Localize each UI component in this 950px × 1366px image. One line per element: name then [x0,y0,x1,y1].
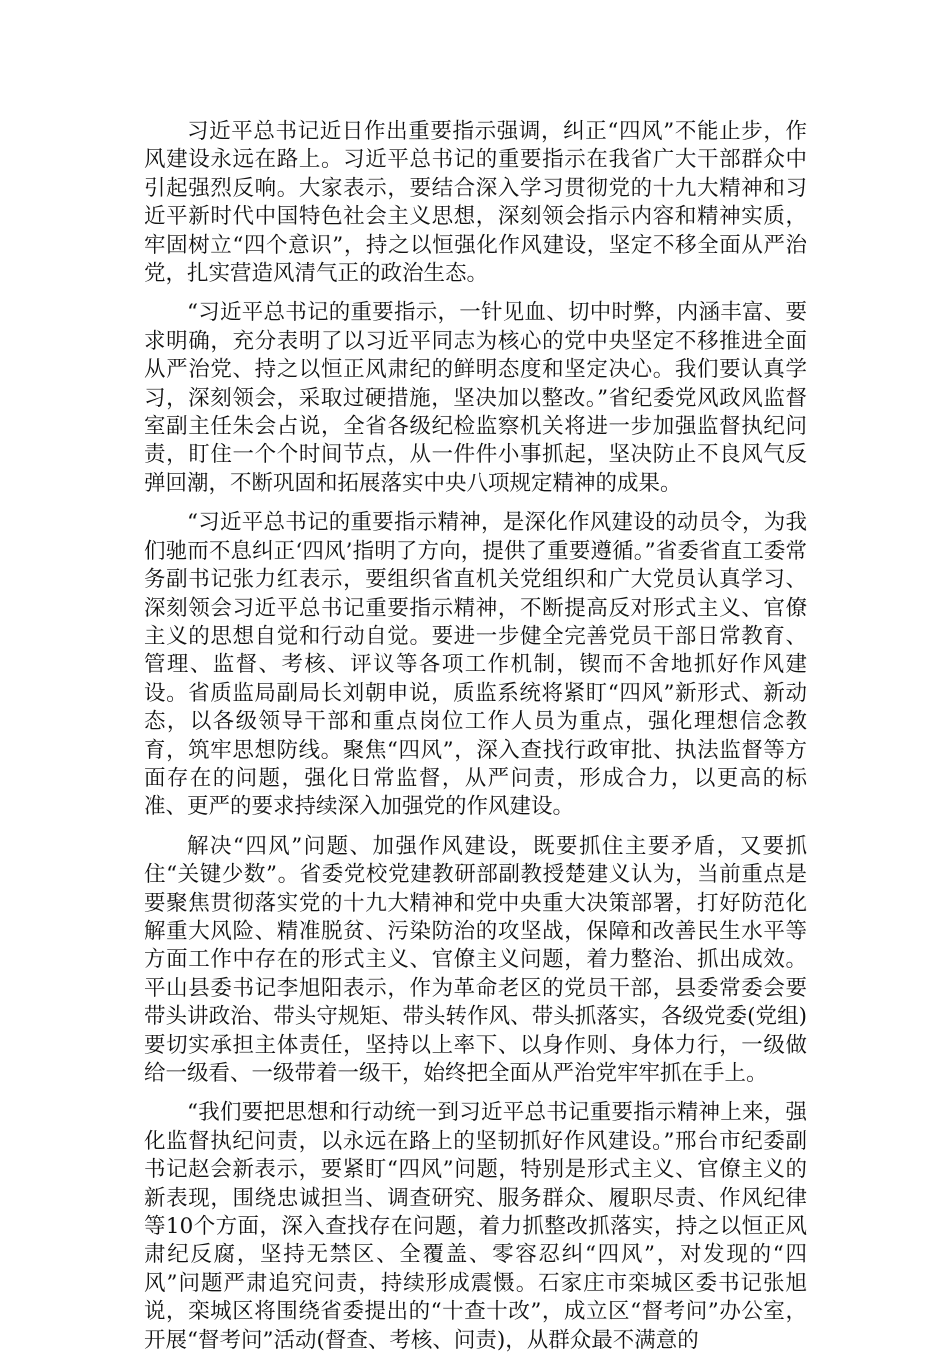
document-body [144,118,807,1366]
paragraph-2: “习近平总书记的重要指示，一针见血、切中时弊，内涵丰富、要求明确，充分表明了以习近平同志为核心的党中央坚定不移推进全面从严治党、持之以恒正风肃纪的鲜明态度和坚定决心。我们要认真学习，深刻领会，采取过硬措施，坚决加以整改。”省纪委党风政风监督室副主任朱会占说，全省各级纪检监察机关将进一步加强监督执纪问责，盯住一个个时间节点，从一件件小事抓起，坚决防止不良风气反弹回潮，不断巩固和拓展落实中央八项规定精神的成果。 [144,300,807,496]
paragraph-5: “我们要把思想和行动统一到习近平总书记重要指示精神上来，强化监督执纪问责，以永远在路上的坚韧抓好作风建设。”邢台市纪委副书记赵会新表示，要紧盯“四风”问题，特别是形式主义、官僚主义的新表现，围绕忠诚担当、调查研究、服务群众、履职尽责、作风纪律等10个方面，深入查找存在问题，着力抓整改抓落实，持之以恒正风肃纪反腐，坚持无禁区、全覆盖、零容忍纠“四风”，对发现的“四风”问题严肃追究问责，持续形成震慑。石家庄市栾城区委书记张旭说，栾城区将围绕省委提出的“十查十改”，成立区“督考问”办公室，开展“督考问”活动(督查、考核、问责)，从群众最不满意的 [144,1100,807,1353]
paragraph-4: 解决“四风”问题、加强作风建设，既要抓住主要矛盾，又要抓住“关键少数”。省委党校党建教研部副教授楚建义认为，当前重点是要聚焦贯彻落实党的十九大精神和党中央重大决策部署，打好防范化解重大风险、精准脱贫、污染防治的攻坚战，保障和改善民生水平等方面工作中存在的形式主义、官僚主义问题，着力整治、抓出成效。平山县委书记李旭阳表示，作为革命老区的党员干部，县委常委会要带头讲政治、带头守规矩、带头转作风、带头抓落实，各级党委(党组)要切实承担主体责任，坚持以上率下、以身作则、身体力行，一级做给一级看、一级带着一级干，始终把全面从严治党牢牢抓在手上。 [144,833,807,1086]
paragraph-3: “习近平总书记的重要指示精神，是深化作风建设的动员令，为我们驰而不息纠正‘四风’指明了方向，提供了重要遵循。”省委省直工委常务副书记张力红表示，要组织省直机关党组织和广大党员认真学习、深刻领会习近平总书记重要指示精神，不断提高反对形式主义、官僚主义的思想自觉和行动自觉。要进一步健全完善党员干部日常教育、管理、监督、考核、评议等各项工作机制，锲而不舍地抓好作风建设。省质监局副局长刘朝申说，质监系统将紧盯“四风”新形式、新动态，以各级领导干部和重点岗位工作人员为重点，强化理想信念教育，筑牢思想防线。聚焦“四风”，深入查找行政审批、执法监督等方面存在的问题，强化日常监督，从严问责，形成合力，以更高的标准、更严的要求持续深入加强党的作风建设。 [144,510,807,820]
paragraph-1: 习近平总书记近日作出重要指示强调，纠正“四风”不能止步，作风建设永远在路上。习近平总书记的重要指示在我省广大干部群众中引起强烈反响。大家表示，要结合深入学习贯彻党的十九大精神和习近平新时代中国特色社会主义思想，深刻领会指示内容和精神实质，牢固树立“四个意识”，持之以恒强化作风建设，坚定不移全面从严治党，扎实营造风清气正的政治生态。 [144,119,807,287]
